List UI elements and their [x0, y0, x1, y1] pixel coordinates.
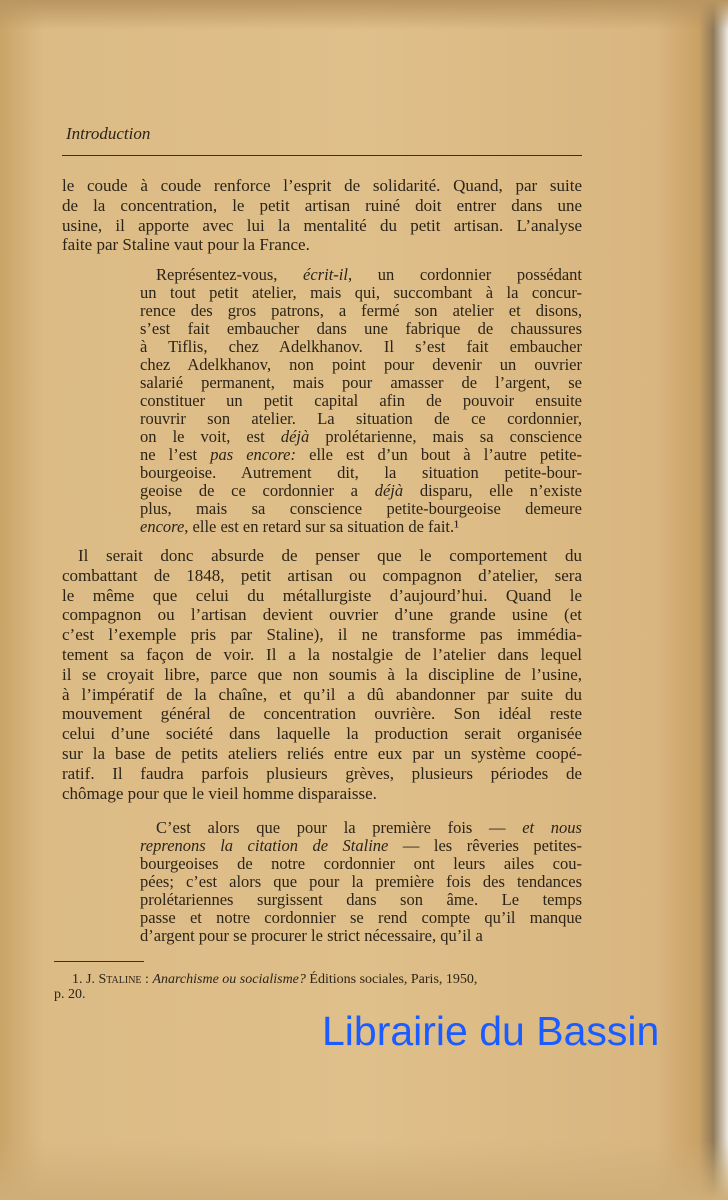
- text-line: [62, 176, 582, 196]
- text-segment: constituer un petit capital afin de pouvoir ensuite: [140, 391, 582, 410]
- text-segment: il se croyait libre, parce que non soumis à la discipline de l’usine,: [62, 664, 582, 684]
- text-segment: rence des gros patrons, a fermé son atelier et disons,: [140, 301, 582, 320]
- italic-text: déjà: [374, 481, 404, 500]
- footnote-title: Anarchisme ou socialisme?: [152, 972, 306, 987]
- text-segment: ratif. Il faudra parfois plusieurs grèves, plusieurs périodes de: [62, 763, 582, 783]
- text-segment: le coude à coude renforce l’esprit de solidarité. Quand, par suite: [62, 176, 582, 195]
- text-segment: bourgeoises de notre cordonnier ont leurs ailes cou-: [140, 854, 582, 873]
- text-line: [62, 235, 582, 255]
- page-top-shadow: [0, 0, 728, 30]
- paragraph-1: [62, 176, 582, 255]
- text-line: [62, 586, 582, 606]
- italic-text: encore: [140, 517, 185, 536]
- text-segment: , elle est en retard sur sa situation de fait.¹: [184, 517, 460, 536]
- text-line: [62, 764, 582, 784]
- text-segment: s’est fait embaucher dans une fabrique de chaussures: [140, 319, 582, 338]
- text-line: [62, 704, 582, 724]
- text-line: [62, 196, 582, 216]
- quotation-2: [140, 819, 582, 945]
- footnote-number: 1. J.: [72, 972, 95, 987]
- text-line: [140, 302, 582, 320]
- text-segment: à Tiflis, chez Adelkhanov. Il s’est fait embaucher: [140, 337, 582, 356]
- text-segment: mouvement général de concentration ouvrière. Son idéal reste: [62, 704, 582, 724]
- text-line: [62, 645, 582, 665]
- text-line: [62, 625, 582, 645]
- italic-text: déjà: [280, 427, 310, 446]
- footnote-publisher: Éditions sociales, Paris, 1950,: [305, 972, 478, 987]
- text-line: [140, 927, 582, 945]
- text-segment: passe et notre cordonnier se rend compte qu’il manque: [140, 908, 582, 927]
- text-line: [140, 819, 582, 837]
- text-line: [140, 374, 582, 392]
- text-line: [140, 464, 582, 482]
- text-segment: C’est alors que pour la première fois —: [156, 818, 523, 837]
- text-line: [140, 392, 582, 410]
- text-line: [140, 266, 582, 284]
- text-segment: de la concentration, le petit artisan ruiné doit entrer dans une: [62, 195, 582, 215]
- text-segment: Représentez-vous,: [156, 265, 304, 284]
- page-bottom-shadow: [0, 1140, 728, 1200]
- text-line: [140, 482, 582, 500]
- footnote-page: p. 20.: [54, 987, 86, 1002]
- text-segment: sur la base de petits ateliers reliés entre eux par un système coopé-: [62, 743, 582, 763]
- footnote-rule: [54, 961, 144, 962]
- text-line: [62, 566, 582, 586]
- text-segment: plus, mais sa conscience petite-bourgeoise demeure: [140, 499, 582, 518]
- text-segment: prolétarienne, mais sa conscience: [309, 427, 582, 446]
- text-segment: pées; c’est alors que pour la première fois des tendances: [140, 872, 582, 891]
- text-line: [140, 428, 582, 446]
- paragraph-2: [62, 546, 582, 803]
- running-header: Introduction: [66, 124, 151, 143]
- text-line: [140, 891, 582, 909]
- text-segment: Il serait donc absurde de penser que le comportement du: [78, 546, 582, 565]
- text-segment: prolétariennes surgissent dans son âme. Le temps: [140, 890, 582, 909]
- text-segment: celui d’une société dans laquelle la production serait organisée: [62, 724, 582, 744]
- text-line: [140, 518, 582, 536]
- text-line: [140, 410, 582, 428]
- text-line: [140, 284, 582, 302]
- text-segment: un tout petit atelier, mais qui, succombant à la concur-: [140, 283, 582, 302]
- text-line: [140, 855, 582, 873]
- text-segment: tement sa façon de voir. Il a la nostalgie de l’atelier dans lequel: [62, 644, 582, 664]
- text-segment: d’argent pour se procurer le strict nécessaire, qu’il a: [140, 926, 483, 945]
- text-line: [62, 605, 582, 625]
- text-line: [62, 546, 582, 566]
- text-line: [62, 784, 582, 804]
- italic-text: écrit-il: [303, 265, 348, 284]
- text-line: [62, 744, 582, 764]
- text-line: [140, 356, 582, 374]
- footnote-author: Staline: [98, 972, 142, 987]
- italic-text: et nous: [522, 818, 582, 837]
- text-segment: compagnon ou l’artisan devient ouvrier d’une grande usine (et: [62, 605, 582, 625]
- text-segment: ne l’est: [140, 445, 211, 464]
- text-segment: on le voit, est: [140, 427, 281, 446]
- text-line: [140, 837, 582, 855]
- text-segment: salarié permanent, mais pour amasser de l’argent, se: [140, 373, 582, 392]
- italic-text: reprenons la citation de Staline: [140, 836, 389, 855]
- footnote: [54, 972, 574, 1002]
- text-line: [62, 724, 582, 744]
- text-segment: c’est l’exemple pris par Staline), il ne transforme pas immédia-: [62, 625, 582, 645]
- text-line: [62, 665, 582, 685]
- text-line: [62, 216, 582, 236]
- text-line: [140, 500, 582, 518]
- text-line: [140, 338, 582, 356]
- text-segment: elle est d’un bout à l’autre petite-: [296, 445, 583, 464]
- header-rule: [62, 155, 582, 156]
- text-line: [140, 873, 582, 891]
- text-segment: usine, il apporte avec lui la mentalité du petit artisan. L’analyse: [62, 215, 582, 235]
- text-segment: rouvrir son atelier. La situation de ce cordonnier,: [140, 409, 582, 428]
- watermark: Librairie du Bassin: [322, 1008, 660, 1054]
- text-line: [140, 446, 582, 464]
- text-segment: chez Adelkhanov, non point pour devenir un ouvrier: [140, 355, 582, 374]
- text-segment: chômage pour que le vieil homme disparaisse.: [62, 783, 377, 803]
- text-line: [140, 320, 582, 338]
- text-segment: , un cordonnier possédant: [347, 265, 582, 284]
- text-segment: bourgeoise. Autrement dit, la situation petite-bour-: [140, 463, 582, 482]
- text-segment: — les rêveries petites-: [388, 836, 582, 855]
- quotation-1: [140, 266, 582, 536]
- text-line: [140, 909, 582, 927]
- text-segment: le même que celui du métallurgiste d’aujourd’hui. Quand le: [62, 585, 582, 605]
- text-segment: combattant de 1848, petit artisan ou compagnon d’atelier, sera: [62, 565, 582, 585]
- text-segment: geoise de ce cordonnier a: [140, 481, 375, 500]
- text-line: [62, 685, 582, 705]
- text-segment: à l’impératif de la chaîne, et qu’il a dû abandonner par suite du: [62, 684, 582, 704]
- italic-text: pas encore:: [210, 445, 297, 464]
- text-segment: faite par Staline vaut pour la France.: [62, 235, 310, 255]
- footnote-separator: :: [141, 972, 153, 987]
- text-segment: disparu, elle n’existe: [403, 481, 582, 500]
